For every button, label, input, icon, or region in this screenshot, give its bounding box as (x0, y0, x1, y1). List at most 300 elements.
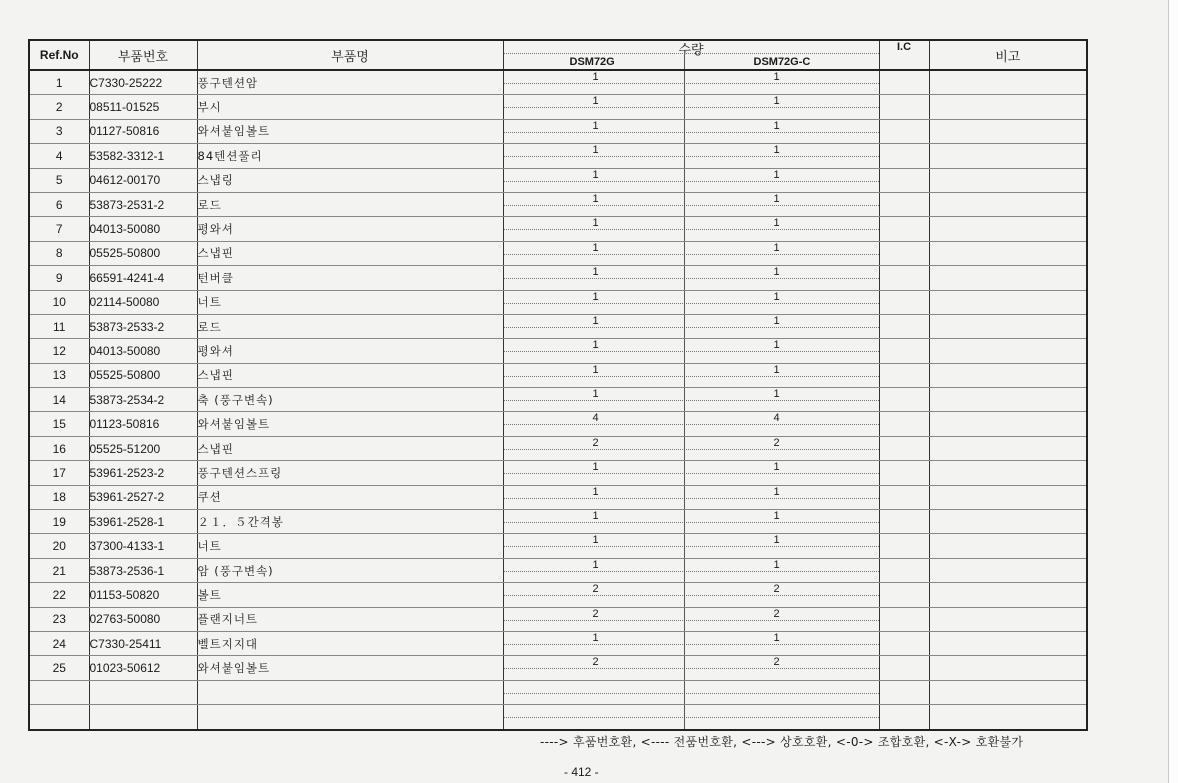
quantity-dsm72g-c: 1 (773, 95, 780, 108)
table-row (29, 119, 1087, 143)
part-number-cell: 01123-50816 (89, 412, 197, 436)
quantity-dsm72g-c: 1 (773, 631, 780, 644)
quantity-dotted-line (504, 546, 879, 547)
ic-cell (879, 510, 929, 534)
quantity-divider (684, 681, 685, 705)
quantity-divider (684, 315, 685, 339)
quantity-dsm72g-c: 1 (773, 461, 780, 474)
part-name-cell (197, 705, 503, 730)
header-quantity-label: 수량 (678, 43, 704, 58)
part-number-cell: 53873-2531-2 (89, 192, 197, 216)
ref-no-cell (29, 705, 89, 730)
part-name-cell: 암 (풍구변속) (197, 558, 503, 582)
part-name-cell: 평와셔 (197, 217, 503, 241)
quantity-dotted-line (504, 693, 879, 694)
quantity-dotted-line (504, 717, 879, 718)
quantity-dsm72g: 1 (592, 461, 599, 474)
header-quantity-dotted-line (504, 53, 879, 54)
quantity-cell (503, 510, 879, 534)
part-name-cell: 스냅링 (197, 168, 503, 192)
table-row (29, 607, 1087, 631)
ic-cell (879, 558, 929, 582)
table-row (29, 656, 1087, 680)
quantity-cell (503, 607, 879, 631)
quantity-dsm72g-c: 2 (773, 583, 780, 596)
remarks-cell (929, 558, 1087, 582)
quantity-dotted-line (504, 595, 879, 596)
quantity-divider (684, 388, 685, 412)
part-number-cell: 37300-4133-1 (89, 534, 197, 558)
quantity-dsm72g-c: 2 (773, 436, 780, 449)
header-remarks: 비고 (929, 40, 1087, 70)
remarks-cell (929, 534, 1087, 558)
part-name-cell: 스냅핀 (197, 241, 503, 265)
remarks-cell (929, 388, 1087, 412)
remarks-cell (929, 168, 1087, 192)
quantity-divider (684, 144, 685, 168)
quantity-dsm72g-c: 1 (773, 363, 780, 376)
parts-table-body (29, 70, 1087, 730)
page-edge (1168, 0, 1178, 783)
quantity-dsm72g: 2 (592, 436, 599, 449)
quantity-cell (503, 314, 879, 338)
quantity-divider (684, 71, 685, 95)
remarks-cell (929, 680, 1087, 704)
ic-cell (879, 583, 929, 607)
quantity-dsm72g-c: 1 (773, 266, 780, 279)
quantity-divider (684, 364, 685, 388)
quantity-dsm72g: 1 (592, 217, 599, 230)
ref-no-cell: 24 (29, 631, 89, 655)
part-number-cell: 01153-50820 (89, 583, 197, 607)
part-number-cell: 01023-50612 (89, 656, 197, 680)
ref-no-cell: 13 (29, 363, 89, 387)
quantity-dotted-line (504, 351, 879, 352)
quantity-divider (684, 217, 685, 241)
header-model-dsm72g-c: DSM72G-C (753, 56, 811, 68)
remarks-cell (929, 656, 1087, 680)
ic-cell (879, 485, 929, 509)
quantity-dotted-line (504, 620, 879, 621)
remarks-cell (929, 339, 1087, 363)
quantity-dsm72g: 1 (592, 485, 599, 498)
quantity-dsm72g: 1 (592, 363, 599, 376)
quantity-dsm72g-c: 2 (773, 656, 780, 669)
part-name-cell: 쿠션 (197, 485, 503, 509)
header-row (29, 40, 1087, 70)
table-row (29, 339, 1087, 363)
remarks-cell (929, 241, 1087, 265)
quantity-dsm72g-c: 1 (773, 168, 780, 181)
part-name-cell: 너트 (197, 290, 503, 314)
ic-cell (879, 461, 929, 485)
quantity-divider (684, 95, 685, 119)
interchangeability-legend: ----> 후품번호환, <---- 전품번호환, <---> 상호호환, <-0-> 조합호환, <-X-> 호환불가 (540, 735, 1024, 749)
table-row (29, 144, 1087, 168)
part-name-cell: 벨트지지대 (197, 631, 503, 655)
quantity-divider (684, 339, 685, 363)
quantity-cell (503, 388, 879, 412)
ref-no-cell: 25 (29, 656, 89, 680)
part-name-cell: 84텐션풀리 (197, 144, 503, 168)
ic-cell (879, 241, 929, 265)
ic-cell (879, 631, 929, 655)
ref-no-cell: 2 (29, 95, 89, 119)
quantity-divider (684, 656, 685, 680)
quantity-cell (503, 168, 879, 192)
table-row (29, 558, 1087, 582)
ic-cell (879, 290, 929, 314)
quantity-dotted-line (504, 644, 879, 645)
quantity-divider (684, 266, 685, 290)
header-ref-no: Ref.No (29, 40, 89, 70)
ic-cell (879, 168, 929, 192)
quantity-cell (503, 144, 879, 168)
ref-no-cell: 14 (29, 388, 89, 412)
quantity-dsm72g: 1 (592, 314, 599, 327)
ref-no-cell: 15 (29, 412, 89, 436)
quantity-divider (684, 632, 685, 656)
ic-cell (879, 95, 929, 119)
ic-cell (879, 266, 929, 290)
quantity-dotted-line (504, 473, 879, 474)
quantity-dsm72g-c: 2 (773, 607, 780, 620)
table-row (29, 534, 1087, 558)
quantity-dsm72g-c: 1 (773, 534, 780, 547)
table-row (29, 705, 1087, 730)
quantity-divider (684, 705, 685, 729)
ref-no-cell: 7 (29, 217, 89, 241)
ic-cell (879, 339, 929, 363)
ic-cell (879, 412, 929, 436)
quantity-dotted-line (504, 522, 879, 523)
part-name-cell: 너트 (197, 534, 503, 558)
quantity-dotted-line (504, 181, 879, 182)
quantity-divider (684, 120, 685, 144)
quantity-dsm72g: 4 (592, 412, 599, 425)
quantity-cell (503, 217, 879, 241)
ref-no-cell: 4 (29, 144, 89, 168)
quantity-dsm72g-c: 4 (773, 412, 780, 425)
quantity-divider (684, 583, 685, 607)
part-name-cell: 로드 (197, 314, 503, 338)
quantity-dotted-line (504, 327, 879, 328)
quantity-divider (684, 291, 685, 315)
quantity-dsm72g: 1 (592, 241, 599, 254)
quantity-dotted-line (504, 205, 879, 206)
quantity-dotted-line (504, 254, 879, 255)
header-quantity-divider (684, 54, 685, 70)
quantity-dsm72g: 1 (592, 534, 599, 547)
quantity-cell (503, 363, 879, 387)
page-number: - 412 - (564, 765, 599, 779)
quantity-dotted-line (504, 400, 879, 401)
part-name-cell: 와셔붙임볼트 (197, 412, 503, 436)
quantity-dotted-line (504, 278, 879, 279)
quantity-cell (503, 70, 879, 95)
ic-cell (879, 144, 929, 168)
part-number-cell: C7330-25411 (89, 631, 197, 655)
quantity-cell (503, 461, 879, 485)
quantity-divider (684, 608, 685, 632)
remarks-cell (929, 461, 1087, 485)
remarks-cell (929, 314, 1087, 338)
remarks-cell (929, 631, 1087, 655)
quantity-cell (503, 656, 879, 680)
quantity-dotted-line (504, 668, 879, 669)
quantity-dotted-line (504, 156, 879, 157)
ref-no-cell: 10 (29, 290, 89, 314)
part-number-cell: 05525-51200 (89, 436, 197, 460)
ref-no-cell: 20 (29, 534, 89, 558)
quantity-dsm72g: 2 (592, 656, 599, 669)
quantity-cell (503, 583, 879, 607)
ic-cell (879, 314, 929, 338)
quantity-dsm72g: 1 (592, 192, 599, 205)
remarks-cell (929, 290, 1087, 314)
quantity-divider (684, 193, 685, 217)
part-number-cell: 53873-2533-2 (89, 314, 197, 338)
ic-cell (879, 192, 929, 216)
table-row (29, 631, 1087, 655)
part-name-cell: 풍구텐션스프링 (197, 461, 503, 485)
ref-no-cell: 8 (29, 241, 89, 265)
part-name-cell: 스냅핀 (197, 363, 503, 387)
ref-no-cell: 3 (29, 119, 89, 143)
part-number-cell: 53961-2523-2 (89, 461, 197, 485)
remarks-cell (929, 412, 1087, 436)
part-number-cell: 53873-2534-2 (89, 388, 197, 412)
ref-no-cell: 21 (29, 558, 89, 582)
quantity-dotted-line (504, 132, 879, 133)
part-name-cell: 와셔붙임볼트 (197, 119, 503, 143)
table-row (29, 241, 1087, 265)
part-name-cell: 평와셔 (197, 339, 503, 363)
part-number-cell: 01127-50816 (89, 119, 197, 143)
ic-cell (879, 363, 929, 387)
ic-cell (879, 436, 929, 460)
quantity-cell (503, 119, 879, 143)
table-row (29, 485, 1087, 509)
table-row (29, 680, 1087, 704)
ic-cell (879, 534, 929, 558)
remarks-cell (929, 144, 1087, 168)
ic-cell (879, 680, 929, 704)
parts-table (28, 39, 1088, 731)
ref-no-cell: 22 (29, 583, 89, 607)
part-number-cell: 53873-2536-1 (89, 558, 197, 582)
ic-cell (879, 656, 929, 680)
quantity-dsm72g: 1 (592, 510, 599, 523)
quantity-dsm72g-c: 1 (773, 485, 780, 498)
quantity-dsm72g-c: 1 (773, 388, 780, 401)
part-name-cell (197, 680, 503, 704)
part-name-cell: 턴버클 (197, 266, 503, 290)
quantity-dotted-line (504, 498, 879, 499)
part-name-cell: 부시 (197, 95, 503, 119)
ic-cell (879, 70, 929, 95)
part-number-cell (89, 680, 197, 704)
part-number-cell: 02114-50080 (89, 290, 197, 314)
part-number-cell: 05525-50800 (89, 363, 197, 387)
quantity-divider (684, 534, 685, 558)
table-row (29, 95, 1087, 119)
quantity-dsm72g: 2 (592, 607, 599, 620)
quantity-dsm72g: 1 (592, 71, 599, 83)
quantity-dsm72g: 1 (592, 95, 599, 108)
quantity-cell (503, 241, 879, 265)
quantity-cell (503, 266, 879, 290)
quantity-cell (503, 534, 879, 558)
table-row (29, 436, 1087, 460)
quantity-divider (684, 412, 685, 436)
table-row (29, 217, 1087, 241)
table-row (29, 314, 1087, 338)
quantity-cell (503, 412, 879, 436)
part-number-cell: 53961-2528-1 (89, 510, 197, 534)
part-name-cell: 와셔붙임볼트 (197, 656, 503, 680)
ref-no-cell: 6 (29, 192, 89, 216)
remarks-cell (929, 485, 1087, 509)
ref-no-cell: 16 (29, 436, 89, 460)
quantity-dsm72g-c: 1 (773, 558, 780, 571)
table-row (29, 412, 1087, 436)
quantity-dsm72g-c: 1 (773, 339, 780, 352)
ref-no-cell: 1 (29, 70, 89, 95)
part-name-cell: 볼트 (197, 583, 503, 607)
quantity-dsm72g: 1 (592, 339, 599, 352)
remarks-cell (929, 436, 1087, 460)
header-ic: I.C (879, 40, 929, 70)
quantity-divider (684, 461, 685, 485)
part-number-cell: 04013-50080 (89, 217, 197, 241)
quantity-dotted-line (504, 424, 879, 425)
quantity-dsm72g: 1 (592, 144, 599, 157)
remarks-cell (929, 607, 1087, 631)
part-number-cell: 53582-3312-1 (89, 144, 197, 168)
part-number-cell: 04013-50080 (89, 339, 197, 363)
quantity-dsm72g-c: 1 (773, 71, 780, 83)
quantity-dsm72g: 1 (592, 168, 599, 181)
remarks-cell (929, 119, 1087, 143)
ref-no-cell: 18 (29, 485, 89, 509)
quantity-dsm72g-c: 1 (773, 510, 780, 523)
quantity-dsm72g: 1 (592, 119, 599, 132)
part-number-cell: 04612-00170 (89, 168, 197, 192)
ref-no-cell: 23 (29, 607, 89, 631)
quantity-cell (503, 485, 879, 509)
remarks-cell (929, 705, 1087, 730)
remarks-cell (929, 363, 1087, 387)
ref-no-cell: 11 (29, 314, 89, 338)
quantity-dsm72g-c: 1 (773, 192, 780, 205)
quantity-dotted-line (504, 376, 879, 377)
table-row (29, 192, 1087, 216)
quantity-dotted-line (504, 107, 879, 108)
quantity-cell (503, 436, 879, 460)
part-number-cell: 08511-01525 (89, 95, 197, 119)
quantity-dsm72g: 1 (592, 558, 599, 571)
quantity-divider (684, 169, 685, 193)
part-number-cell: 02763-50080 (89, 607, 197, 631)
quantity-divider (684, 559, 685, 583)
header-part-number: 부품번호 (89, 40, 197, 70)
quantity-dsm72g: 1 (592, 266, 599, 279)
quantity-cell (503, 558, 879, 582)
quantity-cell (503, 290, 879, 314)
ic-cell (879, 607, 929, 631)
part-name-cell: 축 (풍구변속) (197, 388, 503, 412)
ref-no-cell: 12 (29, 339, 89, 363)
remarks-cell (929, 192, 1087, 216)
quantity-cell (503, 680, 879, 704)
part-number-cell: 05525-50800 (89, 241, 197, 265)
quantity-dsm72g-c: 1 (773, 144, 780, 157)
quantity-dsm72g-c: 1 (773, 290, 780, 303)
remarks-cell (929, 583, 1087, 607)
quantity-cell (503, 631, 879, 655)
part-number-cell: 53961-2527-2 (89, 485, 197, 509)
quantity-dsm72g-c: 1 (773, 217, 780, 230)
remarks-cell (929, 510, 1087, 534)
quantity-dsm72g: 1 (592, 388, 599, 401)
ic-cell (879, 705, 929, 730)
table-row (29, 388, 1087, 412)
ic-cell (879, 119, 929, 143)
part-name-cell: 스냅핀 (197, 436, 503, 460)
part-number-cell: C7330-25222 (89, 70, 197, 95)
quantity-cell (503, 339, 879, 363)
table-row (29, 510, 1087, 534)
quantity-dotted-line (504, 449, 879, 450)
part-number-cell (89, 705, 197, 730)
quantity-divider (684, 437, 685, 461)
remarks-cell (929, 266, 1087, 290)
quantity-cell (503, 95, 879, 119)
quantity-dsm72g-c: 1 (773, 119, 780, 132)
quantity-cell (503, 705, 879, 730)
part-name-cell: ２１．５간격봉 (197, 510, 503, 534)
ref-no-cell: 19 (29, 510, 89, 534)
quantity-dsm72g: 1 (592, 631, 599, 644)
quantity-dotted-line (504, 83, 879, 84)
ic-cell (879, 217, 929, 241)
table-row (29, 266, 1087, 290)
ic-cell (879, 388, 929, 412)
ref-no-cell: 17 (29, 461, 89, 485)
quantity-dsm72g: 2 (592, 583, 599, 596)
ref-no-cell (29, 680, 89, 704)
header-quantity (503, 40, 879, 70)
table-row (29, 168, 1087, 192)
quantity-dotted-line (504, 303, 879, 304)
quantity-divider (684, 242, 685, 266)
quantity-dsm72g-c: 1 (773, 314, 780, 327)
quantity-divider (684, 486, 685, 510)
header-model-dsm72g: DSM72G (569, 56, 615, 68)
table-row (29, 583, 1087, 607)
remarks-cell (929, 70, 1087, 95)
quantity-dsm72g: 1 (592, 290, 599, 303)
table-row (29, 290, 1087, 314)
part-number-cell: 66591-4241-4 (89, 266, 197, 290)
header-part-name: 부품명 (197, 40, 503, 70)
part-name-cell: 풍구텐션암 (197, 70, 503, 95)
quantity-cell (503, 192, 879, 216)
quantity-dsm72g-c: 1 (773, 241, 780, 254)
quantity-dotted-line (504, 571, 879, 572)
part-name-cell: 플랜지너트 (197, 607, 503, 631)
